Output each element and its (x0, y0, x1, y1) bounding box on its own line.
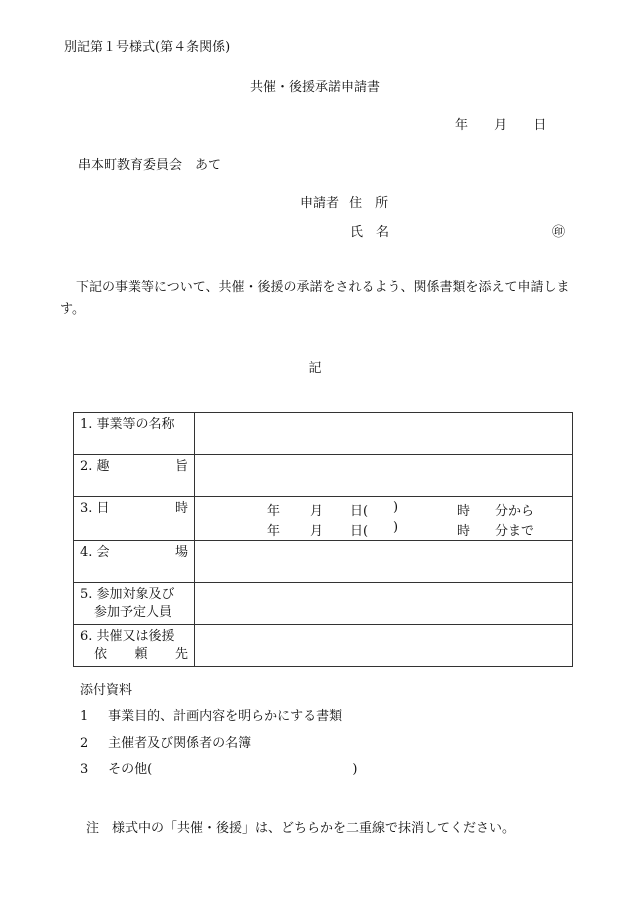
end-minute: 分まで (495, 524, 535, 539)
attachment-item (80, 758, 357, 777)
participants-label-line2: 参加予定人員 (94, 605, 173, 620)
ki-heading: 記 (308, 361, 322, 376)
addressee: 串本町教育委員会 あて (78, 158, 222, 173)
start-day: 日( (350, 504, 369, 519)
venue-label (74, 541, 195, 583)
date-day: 日 (533, 118, 547, 133)
request-to-field[interactable] (195, 625, 573, 667)
note-text: 注 様式中の「共催・後援」は、どちらかを二重線で抹消してください。 (86, 821, 516, 836)
venue-label-end: 場 (174, 545, 188, 560)
address-label: 住 所 (349, 196, 389, 211)
attachment-text: その他( (108, 762, 153, 777)
seal-mark: ㊞ (552, 225, 566, 240)
participants-label (74, 583, 195, 625)
request-to-char-3: 先 (174, 647, 188, 662)
start-time-line (195, 500, 572, 520)
start-year: 年 (267, 504, 281, 519)
purpose-field[interactable] (195, 455, 573, 497)
attachment-number: 3 (80, 762, 89, 777)
start-minute: 分から (495, 504, 535, 519)
end-year: 年 (267, 524, 281, 539)
applicant-name-label: 氏 名 (350, 225, 390, 240)
end-paren: ) (393, 520, 399, 535)
datetime-label (74, 497, 195, 541)
purpose-label-end: 旨 (174, 459, 188, 474)
request-to-char-2: 頼 (134, 647, 148, 662)
datetime-label-start: 3. 日 (80, 501, 110, 516)
request-to-label (74, 625, 195, 667)
attachment-number: 2 (80, 736, 89, 751)
end-time-line (195, 520, 572, 540)
table-row (74, 413, 573, 455)
purpose-label (74, 455, 195, 497)
attachment-number: 1 (80, 709, 89, 724)
attachment-text: 主催者及び関係者の名簿 (108, 736, 252, 751)
start-hour: 時 (457, 504, 471, 519)
date-year: 年 (455, 118, 469, 133)
attachment-item (80, 705, 342, 724)
participants-field[interactable] (195, 583, 573, 625)
attachment-close-paren: ) (352, 762, 358, 777)
event-name-field[interactable] (195, 413, 573, 455)
start-paren: ) (393, 500, 399, 515)
date-line (455, 114, 546, 133)
application-items-table (73, 412, 573, 667)
datetime-field[interactable] (195, 497, 573, 541)
purpose-label-start: 2. 趣 (80, 459, 110, 474)
participants-label-line1: 5. 参加対象及び (80, 587, 175, 602)
datetime-label-end: 時 (174, 501, 188, 516)
applicant-address (300, 192, 388, 211)
end-hour: 時 (457, 524, 471, 539)
form-number: 別記第１号様式(第４条関係) (64, 40, 231, 55)
applicant-label: 申請者 (300, 196, 340, 211)
event-name-label: 1. 事業等の名称 (74, 413, 195, 455)
end-day: 日( (350, 524, 369, 539)
table-row (74, 583, 573, 625)
table-row (74, 541, 573, 583)
table-row (74, 625, 573, 667)
start-month: 月 (310, 504, 324, 519)
attachment-text: 事業目的、計画内容を明らかにする書類 (108, 709, 343, 724)
body-text: 下記の事業等について、共催・後援の承諾をされるよう、関係書類を添えて申請します。 (60, 280, 570, 317)
attachments-title: 添付資料 (80, 683, 133, 698)
request-to-char-1: 依 (94, 647, 108, 662)
request-to-label-line1: 6. 共催又は後援 (80, 629, 175, 644)
venue-label-start: 4. 会 (80, 545, 110, 560)
table-row (74, 497, 573, 541)
attachment-item (80, 732, 251, 751)
document-title: 共催・後援承諾申請書 (249, 80, 380, 95)
end-month: 月 (310, 524, 324, 539)
date-month: 月 (494, 118, 508, 133)
table-row (74, 455, 573, 497)
venue-field[interactable] (195, 541, 573, 583)
